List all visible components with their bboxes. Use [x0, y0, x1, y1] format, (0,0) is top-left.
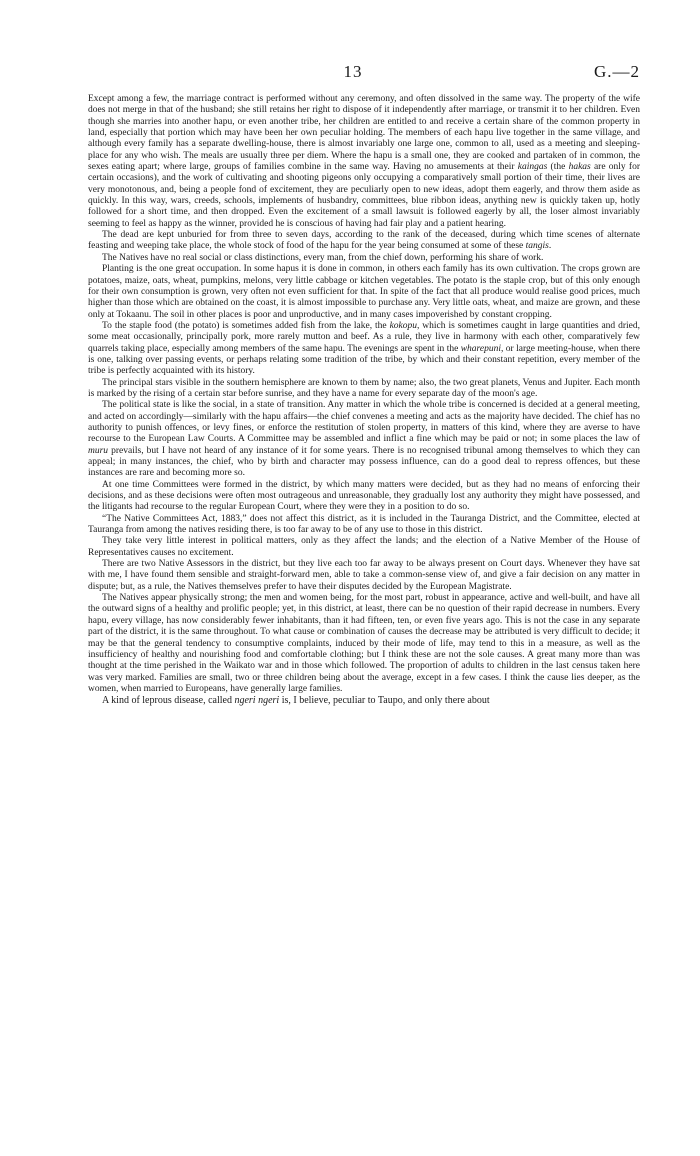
- text-run: There are two Native Assessors in the district, but they live each too far away to be always present on Court days. Whenever they have sat with me, I have found them sensible and straight-forward men, able to take a common-sense view of, and give a fair decision on any matter in dispute; but, as a rule, the Natives themselves prefer to have their disputes decided by the European Magistrate.: [88, 559, 640, 592]
- text-run: , which is sometimes caught in large quantities and dried, some meat occasionally, principally pork, more rarely mutton and beef. As a rule, they live in harmony with each other, comparatively few quarrels taking place, especially among members of the same hapu. The evenings are spent in the: [88, 320, 641, 354]
- text-run: The principal stars visible in the southern hemisphere are known to them by name; also, the two great planets, Venus and Jupiter. Each month is marked by the rising of a certain star before sunrise, and they have a name for every separate day of the moon's age.: [88, 377, 640, 399]
- text-run: The Natives have no real social or class distinctions, every man, from the chief down, performing his share of work.: [102, 252, 544, 263]
- paragraph-p6: [88, 378, 640, 401]
- text-run: The Natives appear physically strong; the men and women being, for the most part, robust in appearance, active and well-built, and have all the outward signs of a healthy and prolific people; yet, in this district, at least, there can be no question of their rapid decrease in numbers. Every hapu, every village, has now considerably fewer inhabitants, than it had fifteen, ten, or even five years ago. This is not the case in any separate part of the district, it is the same throughout. To what cause or combination of causes the decrease may be attributed is very difficult to decide; it may be that the general tendency to consumptive complaints, induced by their mode of life, may tend to this in a measure, as well as the insufficiency of healthy and nourishing food and comfortable clothing; but I think these are not the sole causes. A great many more than was thought at the time perished in the Waikato war and in those which followed. The proportion of adults to children in the last census taken here was very marked. Families are small, two or three children being about the average, except in a few cases. I think the cause lies deeper, as the women, when married to Europeans, have generally large families.: [88, 593, 640, 694]
- italic-term: ngeri ngeri: [234, 695, 280, 707]
- paragraph-p11: [88, 559, 640, 593]
- text-run: Except among a few, the marriage contract is performed without any ceremony, and often dissolved in the same way. The property of the wife does not merge in that of the husband; she still retains her right to dispose of it independently after marriage, or transmit it to her children. Even though she marries into another hapu, or even another tribe, her children are entitled to and receive a certain share of the common property in land, especially that portion which may have been her own peculiar holding. The members of each hapu live together in the same village, and although every family has a separate dwelling-house, there is almost invariably one large one, common to all, used as a meeting and sleeping-place for any who wish. The meals are usually three per diem. Where the hapu is a small one, they are cooked and partaken of in common, the sexes eating apart; where large, groups of families combine in the same way. Having no amusements at their: [88, 94, 640, 173]
- text-run: (the: [547, 162, 569, 173]
- paragraph-p12: [88, 593, 640, 695]
- text-run: Planting is the one great occupation. In some hapus it is done in common, in others each family has its own cultivation. The crops grown are potatoes, maize, oats, wheat, pumpkins, melons, very little cabbage or kitchen vegetables. The potato is the staple crop, but of this only enough for their own consumption is grown, very often not even sufficient for that. In spite of the fact that all produce would realise good prices, much higher than those which are obtained on the coast, it is almost impossible to purchase any. Very little oats, wheat, and maize are grown, and these only at Tokaanu. The soil in other places is poor and unproductive, and in many cases impoverished by constant cropping.: [88, 264, 640, 320]
- paragraph-p13: [88, 695, 640, 706]
- text-run: They take very little interest in political matters, only as they affect the lands; and the election of a Native Member of the House of Representatives causes no excitement.: [88, 536, 640, 558]
- italic-term: wharepuni: [460, 343, 502, 354]
- sheet-reference: G.—2: [593, 62, 640, 81]
- paragraph-p1: [88, 94, 640, 230]
- italic-term: tangis: [525, 241, 549, 252]
- text-run: To the staple food (the potato) is sometimes added fish from the lake, the: [102, 320, 390, 331]
- text-run: is, I believe, peculiar to Taupo, and only there about: [279, 695, 490, 707]
- paragraph-p2: [88, 230, 640, 253]
- text-run: are only for certain occasions), and the work of cultivating and shooting pigeons only occupying a comparatively small portion of their time, their lives are very monotonous, and, being a people fond of excitement, they are peculiarly open to new ideas, adopt them eagerly, and throw them aside as quickly. In this way, wars, creeds, schools, implements of husbandry, committees, blue ribbon ideas, anything new is quickly taken up, hotly followed for a short time, and then dropped. Even the excitement of a small lawsuit is followed eagerly by all, the loser almost invariably seeming to feel as happy as the winner, provided he is conscious of having had fair play and a patient hearing.: [88, 162, 640, 229]
- paragraph-p7: [88, 400, 640, 479]
- paragraph-p3: [88, 253, 640, 264]
- paragraph-p8: [88, 480, 640, 514]
- paragraph-p5: [88, 321, 640, 378]
- paragraph-p10: [88, 536, 640, 559]
- paragraph-p9: [88, 514, 640, 537]
- text-run: “The Native Committees Act, 1883,” does not affect this district, as it is included in the Tauranga District, and the Committee, elected at Tauranga from among the natives residing there, is too far away to be of any use to those in this district.: [88, 513, 640, 536]
- italic-term: hakas: [568, 162, 591, 173]
- text-run: The dead are kept unburied for from three to seven days, according to the rank of the deceased, during which time scenes of alternate feasting and weeping take place, the whole stock of food of the hapu for the year being consumed at some of these: [88, 230, 640, 252]
- text-run: A kind of leprous disease, called: [102, 695, 235, 707]
- text-run: , or large meeting-house, when there is one, talking over passing events, or perhaps relating some tradition of the tribe, by which and their constant repetition, every member of the tribe is perfectly acquainted with its history.: [88, 343, 640, 377]
- page-header: [0, 62, 700, 84]
- paragraph-p4: [88, 264, 640, 321]
- body-text: [88, 94, 640, 707]
- text-run: .: [548, 241, 552, 252]
- italic-term: muru: [88, 445, 109, 456]
- italic-term: kokopu: [389, 320, 417, 331]
- text-run: At one time Committees were formed in the district, by which many matters were decided, but as they had no means of enforcing their decisions, and as these decisions were often most outrageous and unreasonable, they gradually lost any authority they might have possessed, and the litigants had recourse to the regular European Court, where they were they in a position to do so.: [88, 479, 640, 513]
- text-run: The political state is like the social, in a state of transition. Any matter in which the whole tribe is concerned is decided at a general meeting, and acted on accordingly—similarly with the hapu affairs—the chief convenes a meeting and acts as the majority have decided. The chief has no authority to punish offences, or levy fines, or enforce the restitution of stolen property, in matters of this kind, where they are averse to have recourse to the European Law Courts. A Committee may be assembled and inflict a fine which may be paid or not; in some places the law of: [88, 400, 640, 445]
- italic-term: kaingas: [517, 162, 548, 173]
- text-run: prevails, but I have not heard of any instance of it for some years. There is no recognised tribunal among themselves to which they can appeal; in many instances, the chief, who by birth and character may possess influence, can do a good deal to repress offences, but these instances are rare and becoming more so.: [88, 445, 640, 479]
- page-number: 13: [343, 62, 363, 81]
